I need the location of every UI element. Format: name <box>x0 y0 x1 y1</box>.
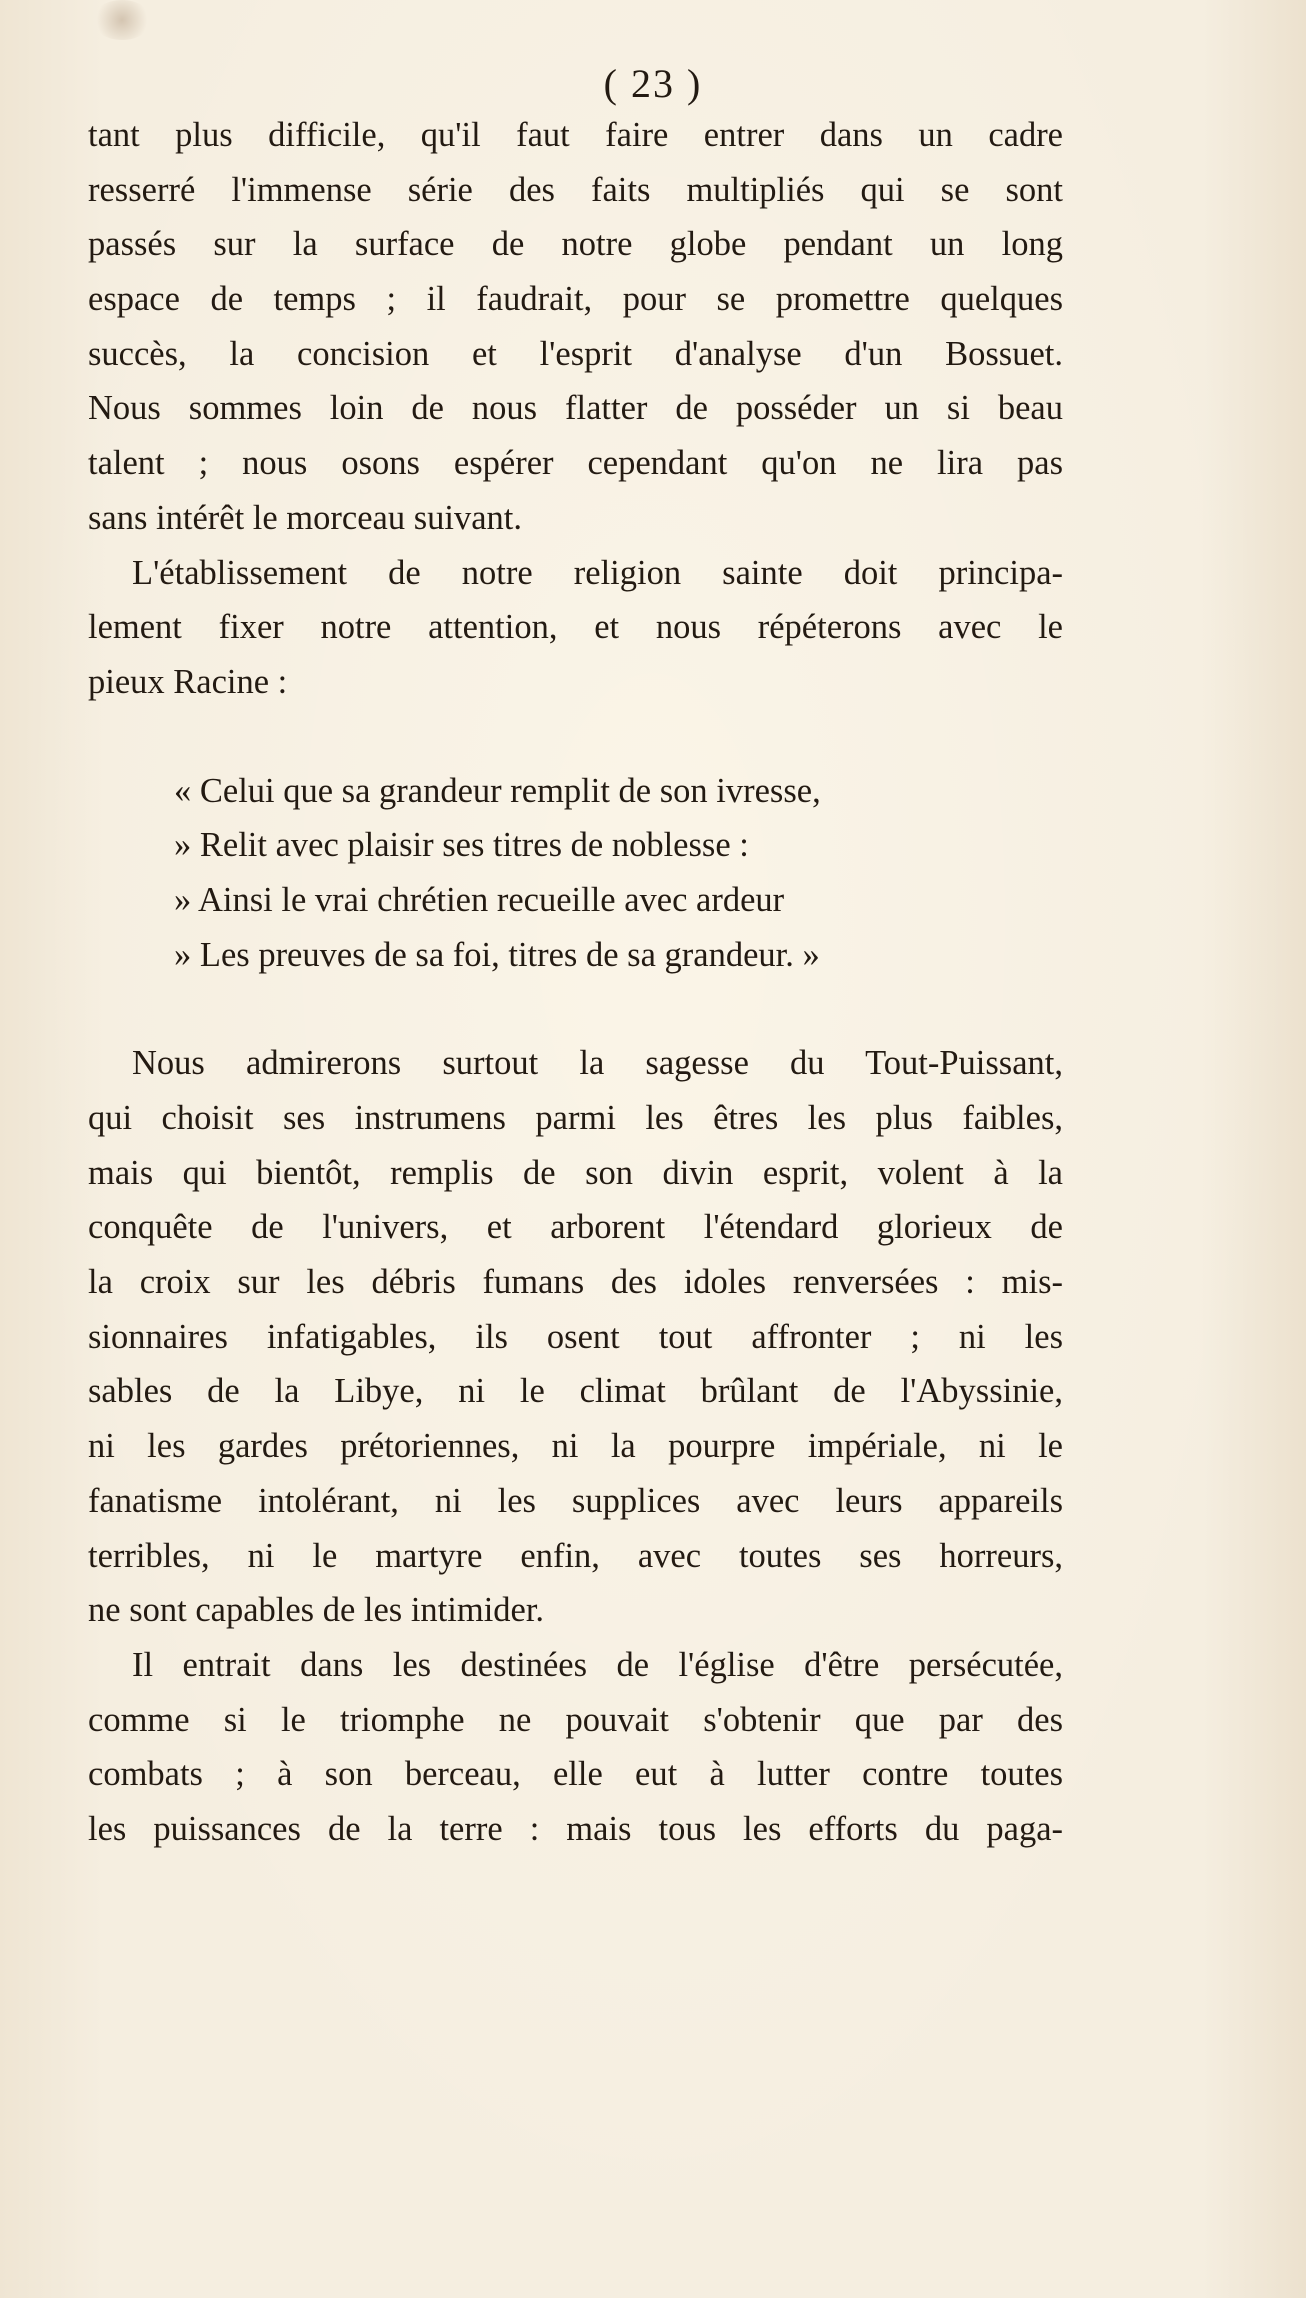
paper-stain <box>92 0 152 40</box>
page-number: ( 23 ) <box>603 61 703 106</box>
text-line: succès, la concision et l'esprit d'analyse d'un Bossuet. <box>88 334 1063 373</box>
text-line: ni les gardes prétoriennes, ni la pourpre impériale, ni le <box>88 1427 1063 1466</box>
text-line: sables de la Libye, ni le climat brûlant de l'Abyssinie, <box>88 1372 1063 1411</box>
text-line: mais qui bientôt, remplis de son divin esprit, volent à la <box>88 1153 1063 1192</box>
text-line: passés sur la surface de notre globe pendant un long <box>88 225 1063 264</box>
text-line: sionnaires infatigables, ils osent tout affronter ; ni les <box>88 1317 1063 1356</box>
text-line: comme si le triomphe ne pouvait s'obtenir que par des <box>88 1700 1063 1739</box>
text-line: lement fixer notre attention, et nous répéterons avec le <box>88 608 1063 647</box>
text-line: L'établissement de notre religion sainte doit principa- <box>132 553 1063 592</box>
spacer <box>88 982 1063 1036</box>
text-line: Nous admirerons surtout la sagesse du Tout-Puissant, <box>132 1044 1063 1083</box>
text-line: combats ; à son berceau, elle eut à lutter contre toutes <box>88 1755 1063 1794</box>
body-text <box>88 108 1063 1857</box>
verse-line: « Celui que sa grandeur remplit de son ivresse, <box>174 771 821 810</box>
text-line: Nous sommes loin de nous flatter de posséder un si beau <box>88 389 1063 428</box>
spacer <box>88 710 1063 764</box>
text-line: tant plus difficile, qu'il faut faire entrer dans un cadre <box>88 116 1063 154</box>
text-line: qui choisit ses instrumens parmi les êtres les plus faibles, <box>88 1099 1063 1137</box>
verse-line: » Ainsi le vrai chrétien recueille avec ardeur <box>174 880 785 919</box>
text-line: espace de temps ; il faudrait, pour se promettre quelques <box>88 280 1063 319</box>
text-line: ne sont capables de les intimider. <box>88 1591 545 1630</box>
text-line: la croix sur les débris fumans des idoles renversées : mis- <box>88 1263 1063 1302</box>
text-line: Il entrait dans les destinées de l'église d'être persécutée, <box>132 1645 1063 1684</box>
verse-line: » Relit avec plaisir ses titres de noblesse : <box>174 826 749 865</box>
text-line: talent ; nous osons espérer cependant qu'on ne lira pas <box>88 444 1063 483</box>
text-line: fanatisme intolérant, ni les supplices avec leurs appareils <box>88 1481 1063 1520</box>
text-line: pieux Racine : <box>88 662 288 701</box>
text-line: resserré l'immense série des faits multipliés qui se sont <box>88 170 1063 209</box>
text-line: les puissances de la terre : mais tous les efforts du paga- <box>88 1809 1063 1848</box>
text-line: terribles, ni le martyre enfin, avec toutes ses horreurs, <box>88 1536 1063 1575</box>
text-line: conquête de l'univers, et arborent l'étendard glorieux de <box>88 1208 1063 1247</box>
verse-line: » Les preuves de sa foi, titres de sa grandeur. » <box>174 935 820 974</box>
text-line: sans intérêt le morceau suivant. <box>88 498 522 537</box>
